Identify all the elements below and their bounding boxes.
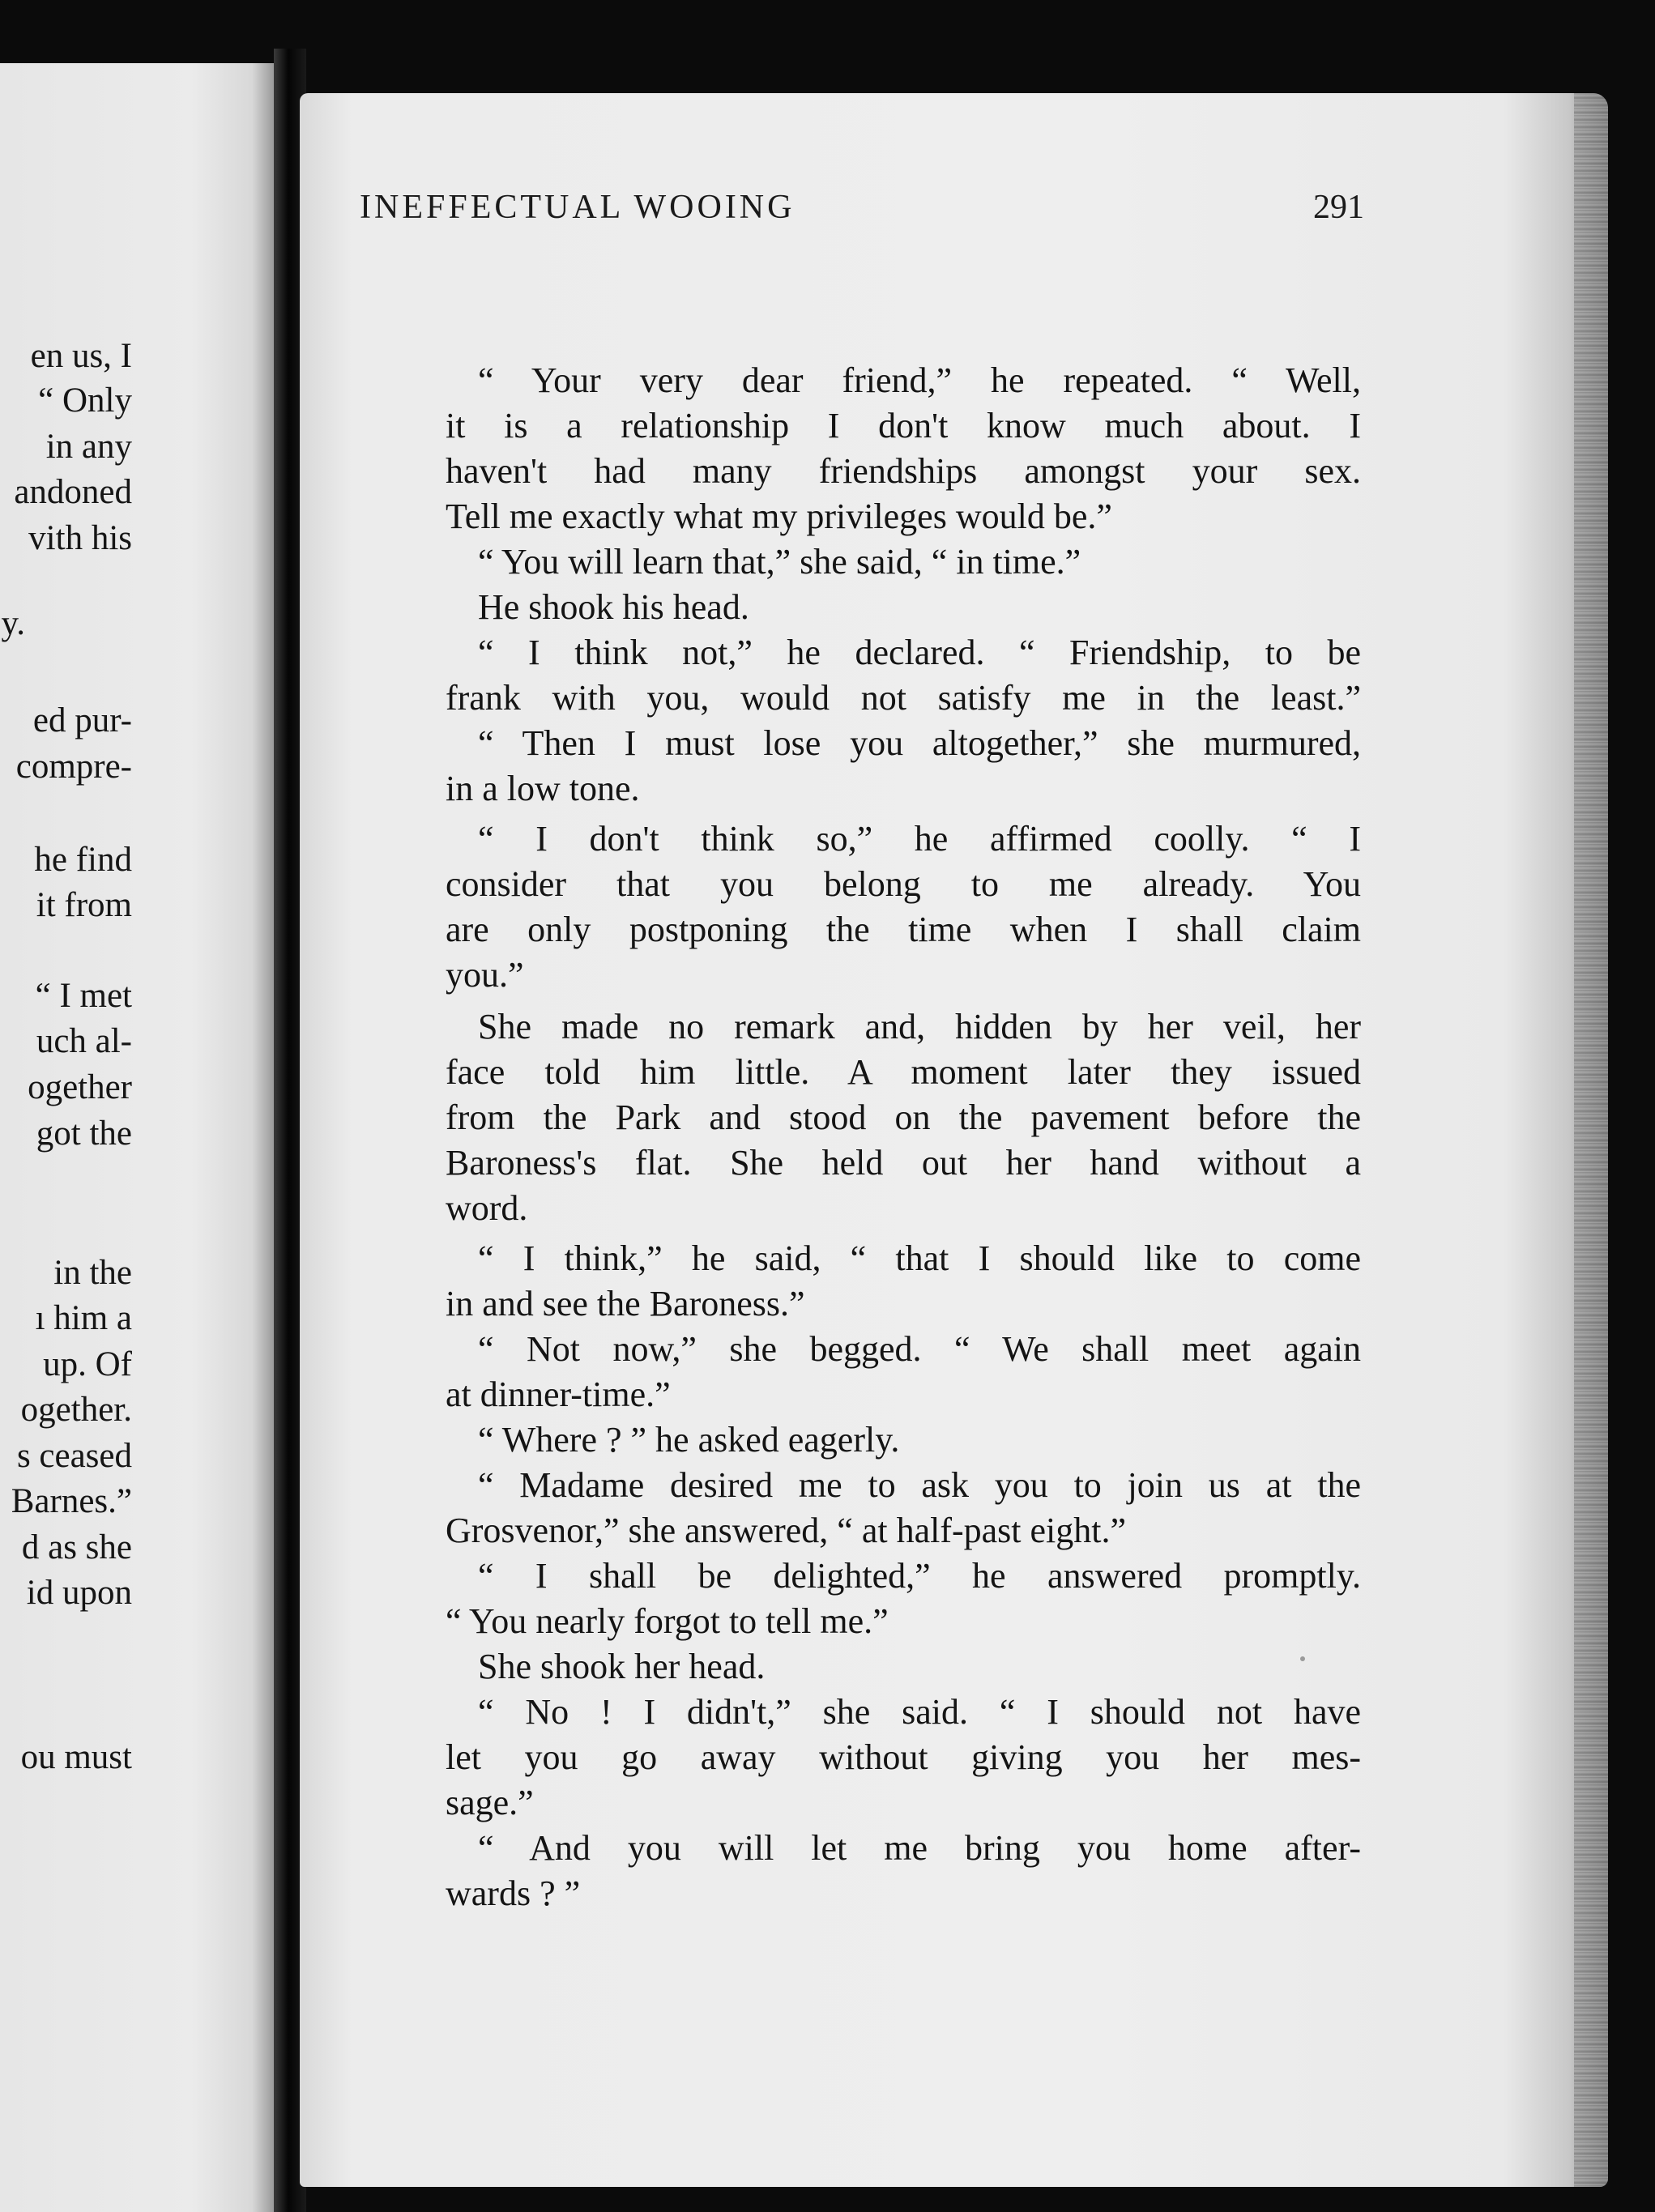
left-line: in any — [45, 428, 132, 466]
text-line: “ No ! I didn't,” she said. “ I should not have — [478, 1692, 1361, 1732]
left-line: he find — [34, 841, 132, 879]
left-line: en us, I — [30, 337, 132, 375]
text-line: “ Where ? ” he asked eagerly. — [478, 1420, 900, 1460]
left-line: “ Only — [38, 381, 132, 420]
left-line: ed pur- — [32, 701, 132, 739]
text-line: “ I think not,” he declared. “ Friendship, to be — [478, 633, 1361, 672]
page-header — [360, 188, 1380, 237]
text-line: Tell me exactly what my privileges would be.” — [446, 497, 1112, 536]
left-line: andoned — [14, 473, 132, 511]
text-line: “ And you will let me bring you home after- — [478, 1828, 1361, 1868]
text-line: you.” — [446, 955, 524, 995]
left-line: got the — [36, 1115, 132, 1153]
left-line: up. Of — [43, 1345, 132, 1383]
text-line: sage.” — [446, 1783, 534, 1822]
text-line: Grosvenor,” she answered, “ at half-past eight.” — [446, 1511, 1127, 1550]
left-line: compre- — [15, 748, 132, 786]
text-line: “ Then I must lose you altogether,” she murmured, — [478, 723, 1361, 763]
text-line: it is a relationship I don't know much about. I — [446, 406, 1361, 445]
left-line: in the — [53, 1254, 132, 1292]
text-line: word. — [446, 1188, 528, 1228]
scan-speck — [1300, 1656, 1305, 1661]
text-line: “ You will learn that,” she said, “ in time.” — [478, 542, 1081, 582]
left-line: Barnes.” — [11, 1482, 132, 1520]
text-line: in and see the Baroness.” — [446, 1284, 805, 1323]
text-line: consider that you belong to me already. You — [446, 864, 1361, 904]
text-line: He shook his head. — [478, 587, 749, 627]
text-line: in a low tone. — [446, 769, 640, 808]
text-line: “ Your very dear friend,” he repeated. “ Well, — [478, 360, 1361, 400]
text-line: let you go away without giving you her mes- — [446, 1737, 1361, 1777]
text-line: haven't had many friendships amongst your sex. — [446, 451, 1361, 491]
left-line: vith his — [28, 519, 132, 557]
left-line: ogether — [28, 1068, 132, 1106]
left-line: ı him a — [35, 1299, 132, 1337]
text-line: She made no remark and, hidden by her veil, her — [478, 1007, 1361, 1046]
left-line: ou must — [20, 1738, 132, 1776]
text-line: “ Madame desired me to ask you to join us at the — [478, 1465, 1361, 1505]
left-line: id upon — [26, 1574, 132, 1612]
left-line: s ceased — [16, 1437, 132, 1475]
left-line: ogether. — [20, 1391, 132, 1429]
text-line: “ I think,” he said, “ that I should like to come — [478, 1238, 1361, 1278]
text-line: “ I shall be delighted,” he answered promptly. — [478, 1556, 1361, 1596]
left-facing-page — [0, 63, 274, 2212]
text-line: are only postponing the time when I shall claim — [446, 910, 1361, 949]
text-line: face told him little. A moment later they issued — [446, 1052, 1361, 1092]
text-line: from the Park and stood on the pavement before the — [446, 1097, 1361, 1137]
text-line: She shook her head. — [478, 1647, 766, 1686]
left-line: y. — [1, 604, 25, 642]
text-line: Baroness's flat. She held out her hand without a — [446, 1143, 1361, 1183]
left-line: “ I met — [35, 977, 132, 1015]
left-line: it from — [36, 886, 132, 924]
text-line: wards ? ” — [446, 1873, 581, 1913]
page-edge-shadow — [1574, 93, 1608, 2187]
left-line: d as she — [21, 1528, 132, 1566]
page-number: 291 — [1313, 189, 1364, 226]
running-title: INEFFECTUAL WOOING — [360, 189, 796, 226]
left-page-text — [0, 63, 132, 2212]
text-line: “ You nearly forgot to tell me.” — [446, 1601, 889, 1641]
text-line: “ I don't think so,” he affirmed coolly. “ I — [478, 819, 1361, 859]
text-line: at dinner-time.” — [446, 1375, 671, 1414]
text-line: frank with you, would not satisfy me in the least.” — [446, 678, 1361, 718]
left-line: uch al- — [36, 1022, 132, 1060]
text-line: “ Not now,” she begged. “ We shall meet again — [478, 1329, 1361, 1369]
